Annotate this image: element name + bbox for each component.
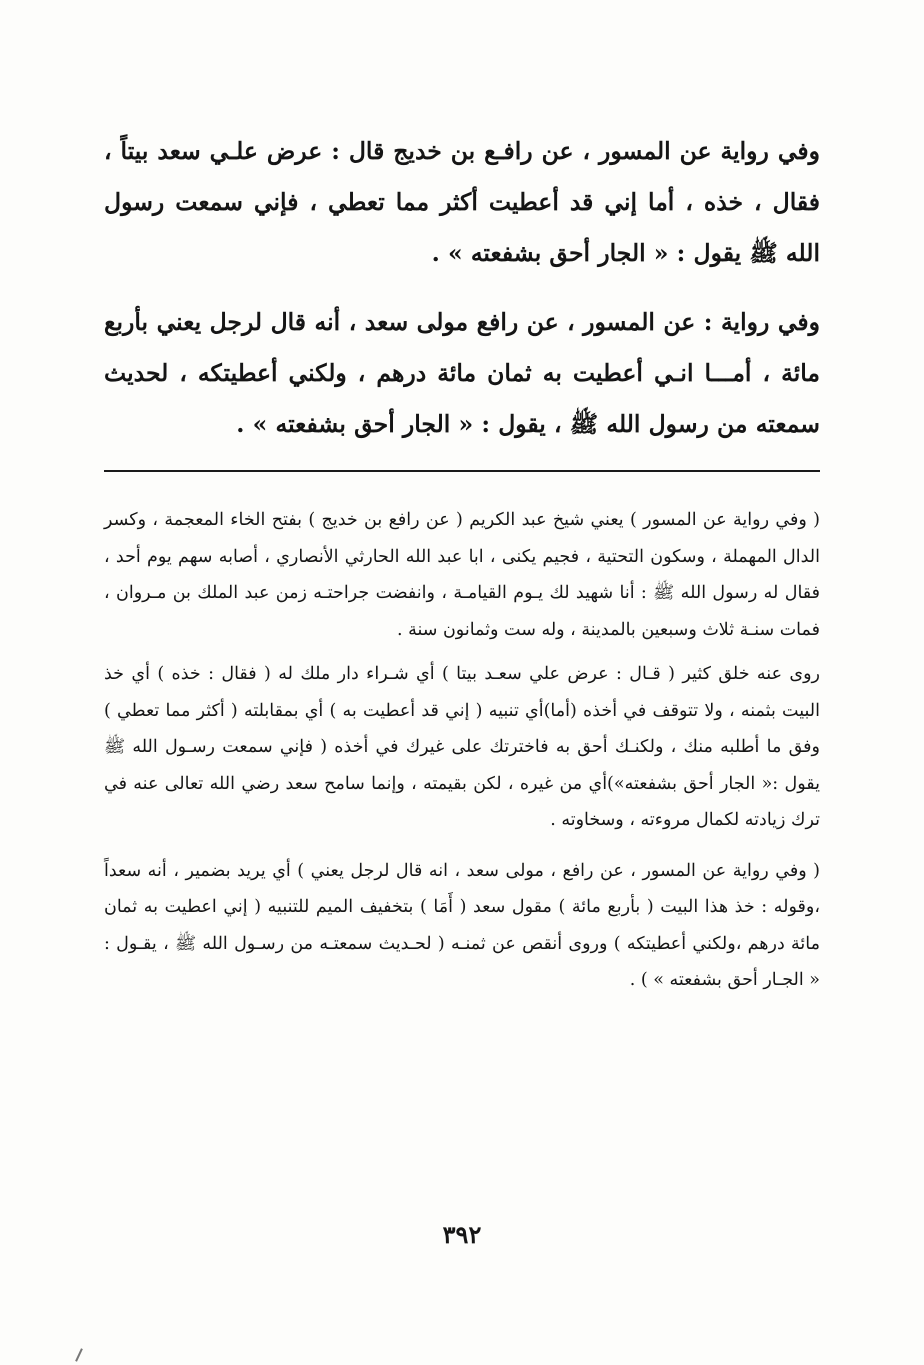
commentary-paragraph-2: روى عنه خلق كثير ( قـال : عرض علي سعـد بيتا ) أي شـراء دار ملك له ( فقال : خذه ) أي خذ البيت بثمنه ، ولا تتوقف في أخذه (أما)أي تنبيه ( إني قد أعطيت به ) أي بمقابلته ( أكثر مما تعطي ) وفق ما أطلبه منك ، ولكنـك أحق به فاخترتك على غيرك في أخذه ( فإني سمعت رسـول الله ﷺ يقول :« الجار أحق بشفعته»)أي من غيره ، لكن بقيمته ، وإنما سامح سعد رضي الله تعالى عنه في ترك زيادته لكمال مروءته ، وسخاوته . [104, 664, 820, 830]
main-paragraph-2: وفي رواية : عن المسور ، عن رافع مولى سعد ، أنه قال لرجل يعني بأربع مائة ، أمـــا انـي أعطيت به ثمان مائة درهم ، ولكني أعطيتكه ، لحديث سمعته من رسول الله ﷺ ، يقول : « الجار أحق بشفعته » . [104, 308, 820, 438]
main-paragraph-1: وفي رواية عن المسور ، عن رافـع بن خديج قال : عرض علـي سعد بيتاً ، فقال ، خذه ، أما إني قد أعطيت أكثر مما تعطي ، فإني سمعت رسول الله ﷺ يقول : « الجار أحق بشفعته » . [104, 137, 820, 267]
main-text [104, 126, 820, 468]
separator-rule [104, 470, 820, 472]
commentary [104, 502, 820, 1007]
commentary-paragraph-3: ( وفي رواية عن المسور ، عن رافع ، مولى سعد ، انه قال لرجل يعني ) أي يريد بضمير ، أنه سعداً ،وقوله : خذ هذا البيت ( بأربع مائة ) مقول سعد ( أَمَا ) بتخفيف الميم للتنبيه ( إني اعطيت به ثمان مائة درهم ،ولكني أعطيتكه ) وروى أنقص عن ثمنـه ( لحـديث سمعتـه من رسـول الله ﷺ ، يقـول : « الجـار أحق بشفعته » ) . [104, 860, 820, 990]
commentary-paragraph-1: ( وفي رواية عن المسور ) يعني شيخ عبد الكريم ( عن رافع بن خديج ) بفتح الخاء المعجمة ، وكسر الدال المهملة ، وسكون التحتية ، فجيم يكنى ، ابا عبد الله الحارثي الأنصاري ، أصابه سهم يوم أحد ، فقال له رسول الله ﷺ : أنا شهيد لك يـوم القيامـة ، وانفضت جراحتـه زمن عبد الملك بن مـروان ، فمات سنـة ثلاث وسبعين بالمدينة ، وله ست وثمانون سنة . [104, 510, 820, 640]
page-number: ٣٩٢ [442, 1220, 482, 1249]
scan-mark [75, 1348, 83, 1362]
